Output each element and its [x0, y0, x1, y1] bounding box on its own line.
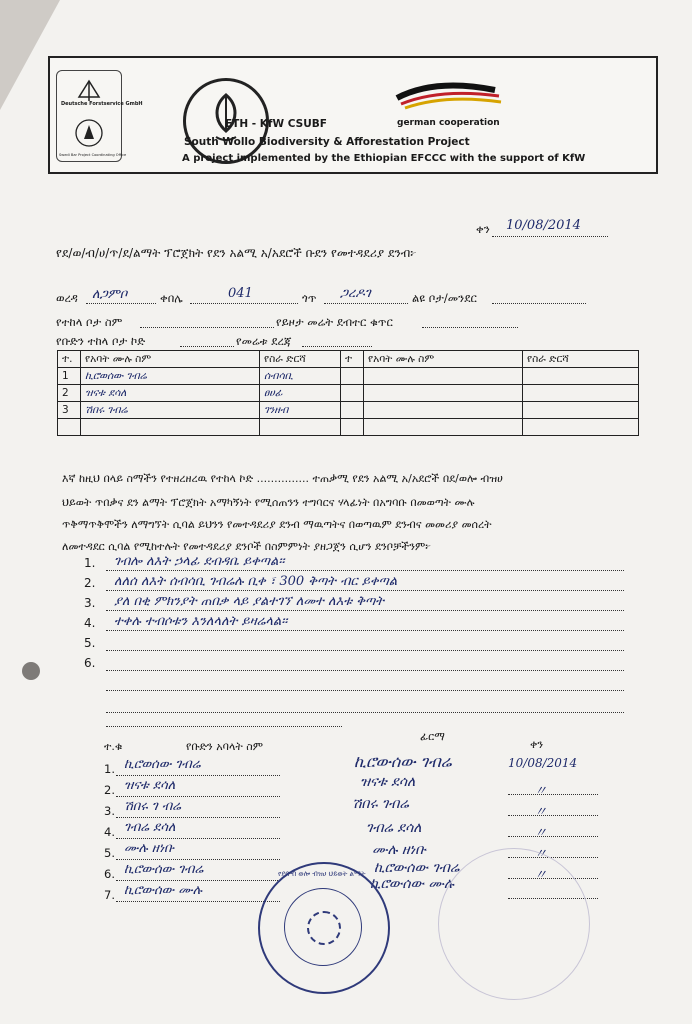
col-header-name: የአባት ሙሉ ስም: [81, 351, 260, 368]
row-name-2: [364, 419, 523, 436]
row-role: ገንዘብ: [260, 402, 341, 419]
sig-name-line: [116, 901, 280, 902]
row-name: ኪሮወሰው ገብሬ: [81, 368, 260, 385]
rule-number: 2.: [84, 576, 96, 590]
sig-name-line: [116, 796, 280, 797]
kebele-line: [190, 303, 298, 304]
row-role: ፀሀፊ: [260, 385, 341, 402]
sig-row-no: 5.: [104, 846, 115, 860]
rule-line: [106, 610, 624, 611]
row-no-2: [341, 368, 364, 385]
grade-line: [302, 346, 372, 347]
table-header-row: [58, 351, 639, 368]
sig-row-name: ገብሬ ደሳለ: [124, 820, 176, 835]
paragraph-line-4: ለመተዳደር ሲባል የሚከተሉት የመተዳደሪያ ደንቦች በስምምነት ያዘጋጀን ሲሆን ደንቦቻችንም፦: [62, 540, 432, 553]
sig-row-name: ኪሮወሰው ገብሬ: [124, 757, 201, 772]
holding-line: [422, 327, 518, 328]
rule-item: [84, 614, 624, 634]
woreda-line: [86, 303, 156, 304]
got-line: [324, 303, 408, 304]
date-label: ቀን: [476, 222, 490, 236]
row-role-2: [523, 419, 639, 436]
sig-row-sign: ገብሬ ደሳለ: [366, 820, 422, 836]
row-role-2: [523, 368, 639, 385]
project-title: South Wollo Biodiversity & Afforestation Project: [184, 136, 470, 148]
table-row: [58, 419, 639, 436]
rule-item: [84, 554, 624, 574]
sig-row-no: 1.: [104, 762, 115, 776]
sig-row-date: 〃: [534, 826, 548, 841]
dff-logo-sub: Swedi Bar Project Coordinating Office: [59, 153, 127, 157]
stamp-core: [307, 911, 341, 945]
program-title: ETH - KfW CSUBF: [225, 118, 327, 130]
sig-sign-header: ፊርማ: [420, 730, 445, 743]
rule-text: ገብሎ ለእት ኃላፊ ደብዳቤ ይቀጣል፡፡: [114, 554, 285, 569]
sig-row-sign: ኪሮውሰው ገብሬ: [354, 752, 452, 771]
sig-row-no: 2.: [104, 783, 115, 797]
sig-row-sign: ኪሮውሰው ሙሉ: [370, 876, 454, 892]
faint-stamp: [438, 848, 590, 1000]
rule-line: [106, 650, 624, 651]
paragraph-line-1: እኛ ከዚህ በላይ ስማችን የተዘረዘረዉ የተከላ ኮድ ............... ተጠቃሚ የደን አልሚ አ/አደሮች በደ/ወሎ ብዝሀ: [62, 472, 503, 485]
sig-row-name: ሽበሩ ገ ብሬ: [124, 799, 181, 814]
got-value: ጋረዶገ: [340, 286, 371, 301]
rule-item: [84, 634, 624, 654]
col-header-role: የስራ ድርሻ: [260, 351, 341, 368]
rule-item: [84, 594, 624, 614]
table-row: [58, 402, 639, 419]
col-header-no-2: ተ: [341, 351, 364, 368]
row-role-2: [523, 402, 639, 419]
rule-item: [84, 574, 624, 594]
dff-logo-text: Deutsche Forstservice GmbH: [61, 101, 143, 107]
row-role: ሰብሳቢ: [260, 368, 341, 385]
row-name-2: [364, 385, 523, 402]
row-no-2: [341, 402, 364, 419]
official-stamp: [258, 862, 390, 994]
project-header: [48, 56, 658, 174]
rule-line: [106, 570, 624, 571]
row-no: 2: [58, 385, 81, 402]
sig-row-name: ዝናቱ ደሳለ: [124, 778, 176, 793]
sig-row-date: 〃: [534, 868, 548, 883]
row-name-2: [364, 402, 523, 419]
sig-name-line: [116, 880, 280, 881]
date-value: 10/08/2014: [506, 218, 581, 233]
gc-text: german cooperation: [397, 118, 500, 128]
blank-line: [106, 712, 624, 713]
sig-row-date: 10/08/2014: [508, 756, 578, 770]
blank-line: [106, 690, 624, 691]
row-no-2: [341, 385, 364, 402]
sig-row-sign: ሙሉ ዘነቡ: [372, 842, 426, 858]
sig-name-line: [116, 775, 280, 776]
date-line: [492, 236, 608, 237]
sig-name-line: [116, 859, 280, 860]
row-no: [58, 419, 81, 436]
rule-text: ተቀሉ ተብሶቱን እንለላለት ይዛሬላል፡፡: [114, 614, 288, 629]
row-no: 1: [58, 368, 81, 385]
rule-number: 4.: [84, 616, 96, 630]
rule-number: 3.: [84, 596, 96, 610]
punch-hole: [22, 662, 40, 680]
col-header-no: ተ.: [58, 351, 81, 368]
rule-line: [106, 670, 624, 671]
row-name: [81, 419, 260, 436]
stamp-text: የደቡብ ወሎ ብዝሀ ህይወት ልማት: [278, 870, 366, 878]
group-label: የቡድን ተከላ ቦታ ኮድ: [56, 334, 146, 348]
sig-date-line: [508, 815, 598, 816]
rule-line: [106, 590, 624, 591]
col-header-name-2: የአባት ሙሉ ስም: [364, 351, 523, 368]
row-name: ዝናቱ ደሳለ: [81, 385, 260, 402]
sig-date-line: [508, 836, 598, 837]
sig-row-name: ኪሮውሰው ገብሬ: [124, 862, 204, 877]
dff-logo: [56, 70, 143, 162]
sig-row-sign: ሽበሩ ገብሬ: [352, 796, 409, 812]
sig-row-no: 6.: [104, 867, 115, 881]
sig-row-no: 3.: [104, 804, 115, 818]
sig-no-header: ተ.ቁ: [104, 740, 123, 753]
table-row: [58, 385, 639, 402]
swoosh-icon: [395, 80, 515, 120]
row-role-2: [523, 385, 639, 402]
sig-date-line: [508, 794, 598, 795]
blank-line: [106, 726, 342, 727]
sig-row-date: 〃: [534, 805, 548, 820]
sig-row-sign: ዝናቱ ደሳለ: [360, 774, 416, 790]
group-line: [180, 346, 234, 347]
grade-label: የመሬቱ ደረጃ: [236, 334, 292, 348]
tree-emblem-icon: [57, 71, 121, 161]
row-name-2: [364, 368, 523, 385]
sig-name-line: [116, 817, 280, 818]
form-title: የደ/ወ/ብ/ሀ/ጥ/ደ/ልማት ፕሮጀክት የደን አልሚ አ/አደሮች ቡደን የመተዳደሪያ ደንብ፦: [56, 246, 417, 260]
german-cooperation-logo: [395, 80, 515, 128]
stamp-ring: [284, 888, 362, 966]
got-label: ጎጥ: [302, 291, 317, 305]
sig-row-date: 〃: [534, 784, 548, 799]
site-label: የተከላ ቦታ ስም: [56, 315, 123, 329]
rule-number: 6.: [84, 656, 96, 670]
sig-row-date: 〃: [534, 847, 548, 862]
rule-number: 5.: [84, 636, 96, 650]
sig-row-name: ኪሮውሰው ሙሉ: [124, 883, 202, 898]
rule-text: ለለሰ ለእት ሰብሳቢ ገብሬሉ ቢቀ ፣ 300 ቅጣት ብር ይቀጣል: [114, 574, 398, 589]
paragraph-line-2: ህይወት ጥበቃና ደን ልማት ፕሮጀክት አማካኝነት የሚሰጠንን ተግባርና ሃላፊነት በአግባቡ በመወጣት ሙሉ: [62, 496, 475, 509]
sig-row-name: ሙሉ ዘነቡ: [124, 841, 175, 856]
place-line: [492, 303, 586, 304]
row-no: 3: [58, 402, 81, 419]
row-no-2: [341, 419, 364, 436]
row-role: [260, 419, 341, 436]
rule-line: [106, 630, 624, 631]
rule-number: 1.: [84, 556, 96, 570]
members-table: [57, 350, 639, 436]
kebele-value: 041: [228, 286, 253, 301]
rule-item: [84, 654, 624, 674]
place-label: ልዩ ቦታ/መንደር: [412, 291, 477, 305]
site-line: [140, 327, 274, 328]
row-name: ሽበሩ ገብሬ: [81, 402, 260, 419]
sig-name-line: [116, 838, 280, 839]
project-subtitle: A project implemented by the Ethiopian EFCCC with the support of KfW: [182, 153, 586, 164]
sig-row-sign: ኪሮውሰው ገብሬ: [374, 860, 460, 876]
woreda-value: ለጋምቦ: [92, 287, 128, 302]
rule-text: ያለ በቂ ምክንያት ጠበቃ ላይ ያልተገኘ ለመተ ለእቱ ቅጣት: [114, 594, 385, 609]
sig-date-header: ቀን: [530, 738, 544, 751]
holding-label: የይዞታ መሬት ደብተር ቁጥር: [276, 315, 393, 329]
col-header-role-2: የስራ ድርሻ: [523, 351, 639, 368]
sig-name-header: የቡድን አባላት ስም: [186, 740, 263, 753]
woreda-label: ወረዳ: [56, 291, 78, 305]
kebele-label: ቀበሌ: [160, 291, 183, 305]
sig-row-no: 7.: [104, 888, 115, 902]
paragraph-line-3: ጥቅማጥቅሞችን ለማግኘት ሲባል ይህንን የመተዳደሪያ ደንብ ማዉጣትና በወጣዉም ደንብና መመሪያ መሰረት: [62, 518, 492, 531]
table-row: [58, 368, 639, 385]
sig-row-no: 4.: [104, 825, 115, 839]
